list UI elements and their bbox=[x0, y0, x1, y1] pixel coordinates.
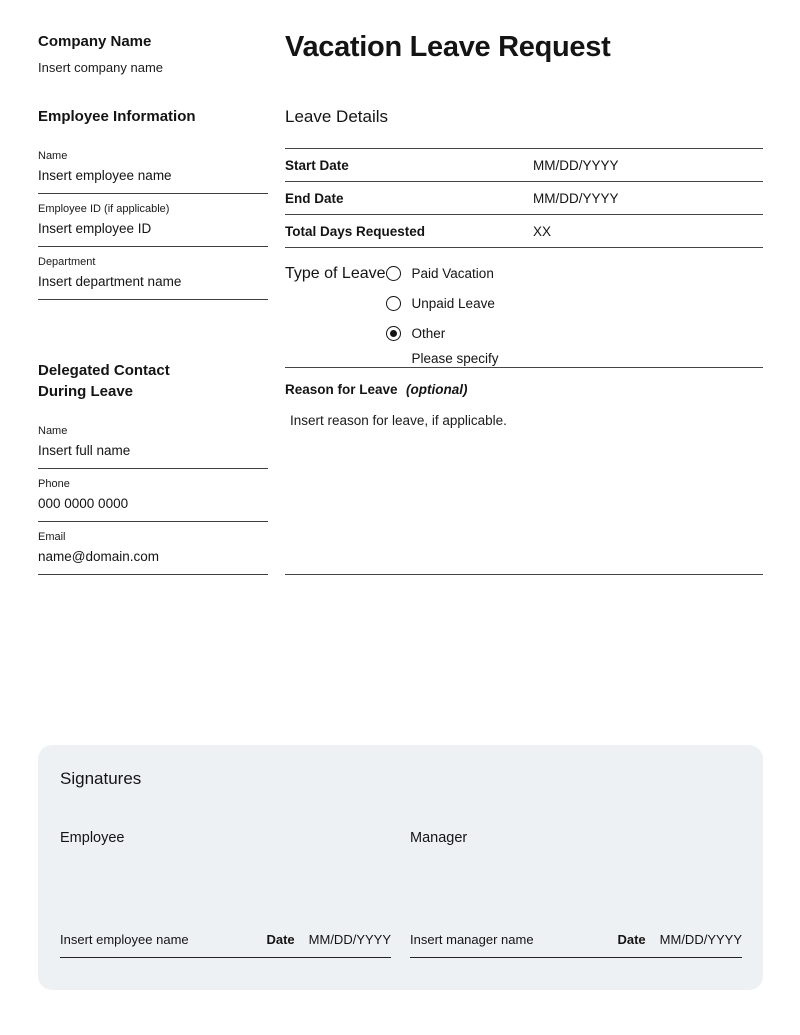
manager-signature-name-input[interactable]: Insert manager name bbox=[410, 932, 534, 947]
end-date-label: End Date bbox=[285, 190, 344, 206]
manager-date-label: Date bbox=[617, 932, 646, 947]
manager-signature-line bbox=[410, 932, 742, 958]
department-input[interactable]: Insert department name bbox=[38, 274, 182, 289]
leave-details-table bbox=[285, 148, 763, 368]
end-date-row bbox=[285, 182, 763, 215]
manager-date-input[interactable]: MM/DD/YYYY bbox=[659, 932, 742, 947]
delegated-contact-heading bbox=[38, 360, 268, 402]
employee-id-field bbox=[38, 203, 268, 247]
employee-date-input[interactable]: MM/DD/YYYY bbox=[308, 932, 391, 947]
start-date-label: Start Date bbox=[285, 157, 349, 173]
employee-name-input[interactable]: Insert employee name bbox=[38, 168, 172, 183]
manager-signature-column bbox=[410, 830, 742, 958]
employee-information-heading: Employee Information bbox=[38, 108, 196, 125]
total-days-row bbox=[285, 215, 763, 248]
employee-name-label: Name bbox=[38, 150, 68, 162]
employee-id-label: Employee ID (if applicable) bbox=[38, 203, 170, 215]
total-days-label: Total Days Requested bbox=[285, 223, 426, 239]
employee-role-label: Employee bbox=[60, 830, 125, 846]
employee-signature-column bbox=[60, 830, 391, 958]
contact-phone-label: Phone bbox=[38, 478, 70, 490]
total-days-input[interactable]: XX bbox=[533, 223, 552, 239]
delegated-contact-section bbox=[38, 360, 268, 575]
leave-details-heading: Leave Details bbox=[285, 107, 389, 126]
end-date-input[interactable]: MM/DD/YYYY bbox=[533, 190, 619, 206]
contact-phone-field bbox=[38, 478, 268, 522]
delegated-contact-heading-line1: Delegated Contact bbox=[38, 362, 170, 379]
contact-name-field bbox=[38, 425, 268, 469]
reason-optional-label: (optional) bbox=[406, 382, 468, 397]
department-field bbox=[38, 256, 268, 300]
reason-label: Reason for Leave bbox=[285, 382, 398, 397]
contact-email-label: Email bbox=[38, 531, 66, 543]
reason-label-row bbox=[285, 381, 763, 399]
reason-input[interactable]: Insert reason for leave, if applicable. bbox=[290, 413, 507, 428]
department-label: Department bbox=[38, 256, 96, 268]
contact-email-field bbox=[38, 531, 268, 575]
contact-name-label: Name bbox=[38, 425, 68, 437]
start-date-input[interactable]: MM/DD/YYYY bbox=[533, 157, 619, 173]
employee-information-section bbox=[38, 106, 268, 300]
type-of-leave-label: Type of Leave bbox=[285, 265, 386, 282]
signatures-heading: Signatures bbox=[60, 769, 142, 788]
radio-option-unpaid-leave[interactable] bbox=[386, 288, 499, 318]
start-date-row bbox=[285, 149, 763, 182]
radio-label: Unpaid Leave bbox=[411, 295, 495, 311]
other-specify-input[interactable]: Please specify bbox=[411, 351, 499, 366]
signatures-section bbox=[38, 745, 763, 990]
company-block bbox=[38, 33, 163, 76]
page-title: Vacation Leave Request bbox=[285, 31, 611, 63]
employee-id-input[interactable]: Insert employee ID bbox=[38, 221, 152, 236]
radio-label: Paid Vacation bbox=[411, 265, 494, 281]
manager-role-label: Manager bbox=[410, 830, 468, 846]
contact-phone-input[interactable]: 000 0000 0000 bbox=[38, 496, 129, 511]
radio-option-paid-vacation[interactable] bbox=[386, 258, 499, 288]
employee-signature-line bbox=[60, 932, 391, 958]
type-of-leave-options bbox=[386, 258, 499, 366]
radio-icon[interactable] bbox=[386, 296, 401, 311]
contact-email-input[interactable]: name@domain.com bbox=[38, 549, 160, 564]
reason-for-leave-section bbox=[285, 368, 763, 575]
delegated-contact-heading-line2: During Leave bbox=[38, 383, 134, 400]
employee-name-field bbox=[38, 150, 268, 194]
leave-details-section bbox=[285, 106, 763, 575]
radio-label: Other bbox=[411, 325, 446, 341]
employee-signature-name-input[interactable]: Insert employee name bbox=[60, 932, 189, 947]
radio-icon[interactable] bbox=[386, 266, 401, 281]
company-name-field[interactable]: Insert company name bbox=[38, 60, 164, 75]
contact-name-input[interactable]: Insert full name bbox=[38, 443, 131, 458]
radio-icon[interactable] bbox=[386, 326, 401, 341]
employee-date-label: Date bbox=[266, 932, 295, 947]
radio-option-other[interactable] bbox=[386, 318, 499, 348]
company-name-heading: Company Name bbox=[38, 33, 152, 50]
type-of-leave-row bbox=[285, 248, 763, 368]
